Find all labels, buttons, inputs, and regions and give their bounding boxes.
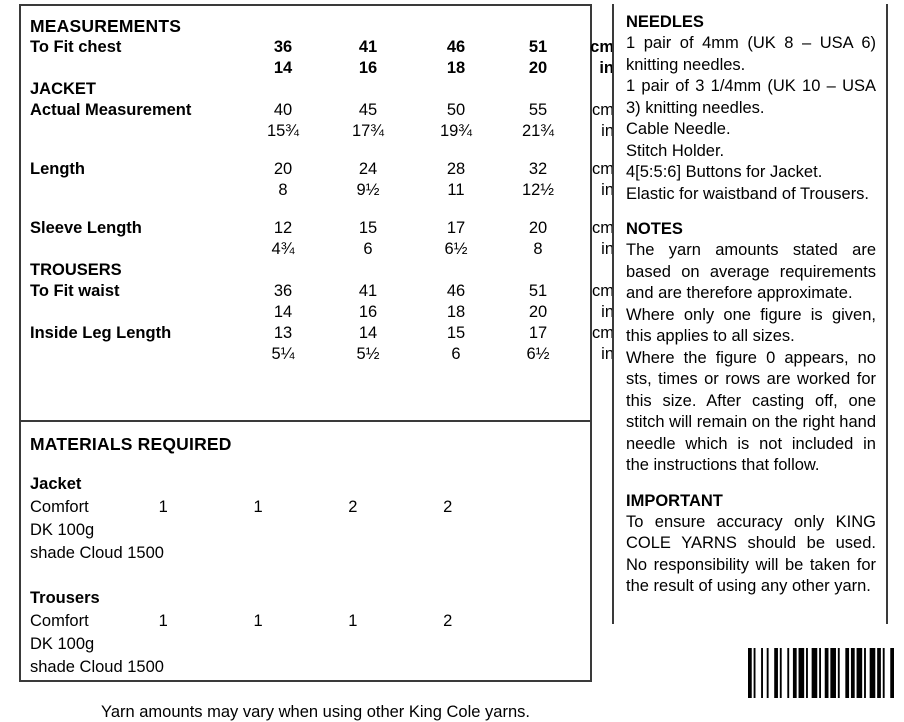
measurement-value: 55: [528, 101, 548, 119]
measurement-row: [21, 180, 623, 201]
measurement-unit: cm: [590, 38, 614, 56]
measurement-label: To Fit waist: [30, 282, 120, 300]
measurement-spacer-row: [21, 142, 623, 159]
materials-value: 1: [253, 612, 263, 630]
measurement-value: 45: [358, 101, 378, 119]
materials-spacer-row: [21, 565, 590, 587]
materials-value: 1: [253, 498, 263, 516]
materials-title: MATERIALS REQUIRED: [30, 434, 232, 454]
measurement-value: 36: [273, 38, 293, 56]
measurement-unit: cm: [592, 282, 614, 300]
measurement-row: [21, 239, 623, 260]
measurement-unit: cm: [592, 324, 614, 342]
measurement-value: 14: [273, 303, 293, 321]
measurement-unit: in: [601, 303, 614, 321]
materials-table: [21, 455, 590, 679]
measurement-label: Actual Measurement: [30, 101, 192, 119]
measurement-unit: in: [601, 345, 614, 363]
materials-value: 1: [158, 498, 168, 516]
measurement-value: 15¾: [266, 122, 300, 140]
measurement-value: 21¾: [521, 122, 555, 140]
important-title: IMPORTANT: [626, 491, 723, 510]
measurement-unit: in: [601, 122, 614, 140]
measurement-value: 14: [273, 59, 293, 77]
measurements-table: [21, 37, 623, 365]
materials-pad-cell: [495, 496, 590, 542]
materials-row: [21, 542, 590, 565]
measurement-unit: cm: [592, 219, 614, 237]
notes-body: [626, 240, 876, 477]
measurement-value: 36: [273, 282, 293, 300]
measurement-value: 40: [273, 101, 293, 119]
measurement-label: Inside Leg Length: [30, 324, 172, 342]
materials-footnote: Yarn amounts may vary when using other King Cole yarns.: [101, 703, 530, 721]
spacer-needles-notes: [626, 205, 876, 219]
measurement-row: [21, 281, 623, 302]
needles-line: 1 pair of 3 1/4mm (UK 10 – USA 3) knitting needles.: [626, 77, 876, 117]
important-body: [626, 512, 876, 598]
measurement-row: [21, 58, 623, 79]
measurement-value: 13: [273, 324, 293, 342]
measurement-value: 20: [528, 303, 548, 321]
measurement-unit: in: [601, 181, 614, 199]
measurement-value: 50: [446, 101, 466, 119]
measurement-value: 11: [447, 181, 465, 199]
measurement-value: 9½: [356, 181, 380, 199]
measurement-subheading-row: [21, 79, 623, 100]
materials-value: 2: [443, 612, 453, 630]
measurement-value: 28: [446, 160, 466, 178]
measurement-value: 6: [363, 240, 373, 258]
measurement-value: 41: [358, 38, 378, 56]
measurement-value: 14: [358, 324, 378, 342]
measurements-title: MEASUREMENTS: [30, 16, 182, 36]
measurement-value: 17: [528, 324, 548, 342]
measurement-row: [21, 121, 623, 142]
spacer-notes-important: [626, 477, 876, 491]
materials-yarn-name: Comfort DK 100g: [30, 612, 95, 653]
measurement-value: 5¼: [271, 345, 295, 363]
measurement-subheading: JACKET: [30, 80, 97, 98]
measurement-value: 46: [446, 282, 466, 300]
materials-row: [21, 610, 590, 656]
left-column: [19, 4, 614, 721]
measurement-value: 6½: [526, 345, 550, 363]
measurement-value: 8: [533, 240, 543, 258]
measurement-value: 5½: [356, 345, 380, 363]
measurement-label: Sleeve Length: [30, 219, 142, 237]
measurement-label: To Fit chest: [30, 38, 122, 56]
materials-row: [21, 496, 590, 542]
measurement-value: 16: [358, 303, 378, 321]
measurement-subheading: TROUSERS: [30, 261, 122, 279]
materials-yarn-shade: shade Cloud 1500: [30, 658, 164, 676]
barcode-image: [748, 648, 894, 698]
measurement-value: 12½: [521, 181, 555, 199]
materials-group-heading: Trousers: [30, 589, 100, 607]
needles-title: NEEDLES: [626, 13, 704, 31]
measurement-subheading-row: [21, 260, 623, 281]
measurement-value: 15: [446, 324, 466, 342]
materials-value: 2: [348, 498, 358, 516]
measurement-value: 20: [528, 219, 548, 237]
materials-value: 2: [443, 498, 453, 516]
measurement-row: [21, 218, 623, 239]
materials-value: 1: [348, 612, 358, 630]
needles-line: 4[5:5:6] Buttons for Jacket.: [626, 163, 823, 181]
needles-line: 1 pair of 4mm (UK 8 – USA 6) knitting needles.: [626, 34, 876, 74]
measurement-spacer-row: [21, 201, 623, 218]
measurement-label: [21, 302, 242, 323]
measurement-value: 32: [528, 160, 548, 178]
measurement-value: 6: [451, 345, 461, 363]
measurement-value: 12: [273, 219, 293, 237]
measurements-section: [21, 6, 614, 422]
materials-row: [21, 656, 590, 679]
measurement-value: 8: [278, 181, 288, 199]
materials-yarn-name: Comfort DK 100g: [30, 498, 95, 539]
notes-title: NOTES: [626, 220, 683, 238]
measurement-value: 24: [358, 160, 378, 178]
needles-list: [626, 33, 876, 205]
materials-value: 1: [158, 612, 168, 630]
barcode: [748, 648, 894, 698]
measurement-label: [21, 344, 242, 365]
materials-group-heading-row: [21, 473, 590, 496]
measurement-value: 4¾: [271, 240, 295, 258]
measurement-label: [21, 180, 242, 201]
materials-yarn-shade: shade Cloud 1500: [30, 544, 164, 562]
measurement-unit: in: [599, 59, 614, 77]
measurement-value: 18: [446, 59, 466, 77]
notes-paragraph: Where the figure 0 appears, no sts, times or rows are worked for this size. After casting off, one stitch will remain on the right hand needle which is not included in the instructions that follow.: [626, 348, 876, 474]
measurement-label: [21, 239, 242, 260]
measurement-value: 51: [528, 38, 548, 56]
notes-paragraph: The yarn amounts stated are based on average requirements and are therefore approximate.: [626, 241, 876, 302]
measurement-value: 20: [528, 59, 548, 77]
measurement-value: 17¾: [351, 122, 385, 140]
measurement-row: [21, 100, 623, 121]
needles-line: Cable Needle.: [626, 120, 731, 138]
measurement-row: [21, 37, 623, 58]
measurement-value: 19¾: [439, 122, 473, 140]
materials-section: [21, 422, 590, 721]
materials-group-heading: Jacket: [30, 475, 82, 493]
measurement-unit: cm: [592, 160, 614, 178]
measurement-value: 17: [446, 219, 466, 237]
materials-spacer-row: [21, 455, 590, 473]
measurement-value: 41: [358, 282, 378, 300]
needles-line: Elastic for waistband of Trousers.: [626, 184, 870, 203]
materials-pad-cell: [495, 610, 590, 656]
measurement-row: [21, 302, 623, 323]
measurement-row: [21, 159, 623, 180]
measurement-row: [21, 323, 623, 344]
measurement-unit: in: [601, 240, 614, 258]
measurement-label: Length: [30, 160, 85, 178]
important-paragraph: To ensure accuracy only KING COLE YARNS should be used. No responsibility will be taken for the result of using any other yarn.: [626, 512, 876, 595]
measurement-value: 51: [528, 282, 548, 300]
measurement-value: 15: [358, 219, 378, 237]
measurement-value: 18: [446, 303, 466, 321]
materials-group-heading-row: [21, 587, 590, 610]
measurement-value: 6½: [444, 240, 468, 258]
measurement-value: 20: [273, 160, 293, 178]
needles-line: Stitch Holder.: [626, 141, 725, 160]
measurement-label: [21, 121, 242, 142]
measurement-unit: cm: [592, 101, 614, 119]
measurement-value: 46: [446, 38, 466, 56]
notes-paragraph: Where only one figure is given, this applies to all sizes.: [626, 305, 876, 345]
measurement-row: [21, 344, 623, 365]
measurement-value: 16: [358, 59, 378, 77]
measurement-label: [21, 58, 242, 79]
right-column: [612, 4, 888, 624]
